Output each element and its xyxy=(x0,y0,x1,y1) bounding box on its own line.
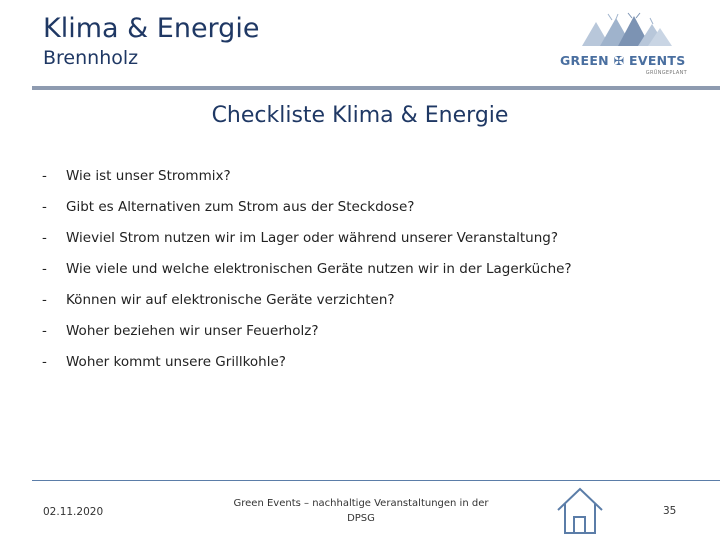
list-item xyxy=(42,191,572,222)
list-item-text: Wieviel Strom nutzen wir im Lager oder während unserer Veranstaltung? xyxy=(66,229,559,246)
list-item xyxy=(42,222,572,253)
checklist xyxy=(42,160,572,377)
list-marker: - xyxy=(42,322,47,339)
tents-logo-icon xyxy=(578,12,674,52)
header-divider xyxy=(32,86,720,90)
slide-heading: Checkliste Klima & Energie xyxy=(211,103,509,128)
list-item xyxy=(42,160,572,191)
page-title: Klima & Energie xyxy=(43,13,260,44)
footer-caption-line: DPSG xyxy=(347,512,375,524)
list-marker: - xyxy=(42,198,47,215)
list-item-text: Wie ist unser Strommix? xyxy=(66,167,231,184)
page-number: 35 xyxy=(663,505,677,517)
green-events-logo xyxy=(560,12,692,80)
list-marker: - xyxy=(42,353,47,370)
list-item-text: Wie viele und welche elektronischen Geräte nutzen wir in der Lagerküche? xyxy=(66,260,572,277)
list-item xyxy=(42,284,572,315)
footer-date: 02.11.2020 xyxy=(43,506,104,518)
list-marker: - xyxy=(42,260,47,277)
list-item-text: Können wir auf elektronische Geräte verzichten? xyxy=(66,291,395,308)
list-item-text: Woher beziehen wir unser Feuerholz? xyxy=(66,322,319,339)
list-marker: - xyxy=(42,229,47,246)
list-marker: - xyxy=(42,291,47,308)
list-item xyxy=(42,315,572,346)
page-subtitle: Brennholz xyxy=(43,47,139,69)
list-item xyxy=(42,346,572,377)
list-item-text: Woher kommt unsere Grillkohle? xyxy=(66,353,286,370)
list-marker: - xyxy=(42,167,47,184)
home-icon[interactable] xyxy=(555,486,605,540)
list-item xyxy=(42,253,572,284)
list-item-text: Gibt es Alternativen zum Strom aus der Steckdose? xyxy=(66,198,415,215)
logo-subtext: GRÜNGEPLANT xyxy=(645,70,687,76)
footer-caption-line: Green Events – nachhaltige Veranstaltungen in der xyxy=(233,498,489,509)
footer-caption xyxy=(230,497,492,526)
logo-text: GREEN ✠ EVENTS xyxy=(560,53,686,68)
footer-divider xyxy=(32,480,720,481)
